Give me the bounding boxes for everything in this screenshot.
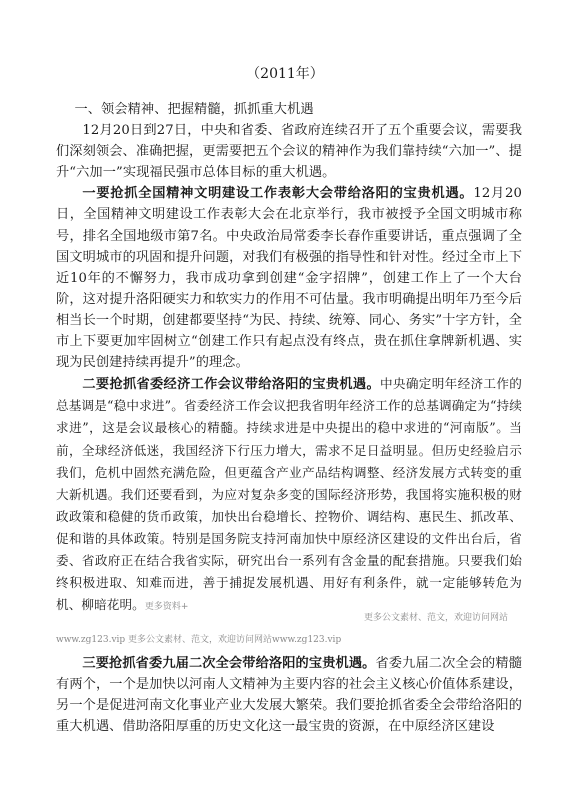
paragraph-1-body: 12月20日，全国精神文明建设工作表彰大会在北京举行，我市被授予全国文明城市称号，排名全国地级市第7名。中央政治局常委李长春作重要讲话，重点强调了全国文明城市的巩固和提升问题，对我们有极强的指导性和针对性。经过全市上下近10年的不懈努力，我市成功拿到创建“金字招牌”，创建工作上了一个大台阶，这对提升洛阳硬实力和软实力的作用不可估量。我市明确提出明年乃至今后相当长一个时期，创建都要坚持“为民、持续、统筹、同心、务实”十字方针，全市上下要更加牢固树立“创建工作只有起点没有终点，贵在抓住拿牌新机遇、实现为民创建持续再提升”的理念。 [56,186,522,371]
paragraph-3-lead: 三要抢抓省委九届二次全会带给洛阳的宝贵机遇。 [82,656,376,671]
intro-paragraph: 12月20日到27日，中央和省委、省政府连续召开了五个重要会议，需要我们深刻领会、准确把握，更需要把五个会议的精神作为我们靠持续“六加一”、提升“六加一”实现福民强市总体目标的重大机遇。 [56,123,522,181]
ad-right-link[interactable]: 更多公文素材、范文，欢迎访问网站 [364,613,509,623]
body-text-bottom [56,653,522,737]
paragraph-2 [56,373,522,618]
paragraph-3 [56,653,522,737]
ad-inline-link[interactable]: 更多资料+ [144,602,189,613]
paragraph-1 [56,183,522,373]
section-heading: 一、领会精神、把握精髓，抓抓重大机遇 [74,102,314,117]
ad-line-link[interactable]: www.zg123.vip 更多公文素材、范文，欢迎访问网站www.zg123.vip [56,635,342,645]
document-year: （2011年） [246,66,324,82]
paragraph-1-lead: 一要抢抓全国精神文明建设工作表彰大会带给洛阳的宝贵机遇。 [82,186,474,202]
paragraph-3-body: 省委九届二次全会的精髓有两个，一个是加快以河南人文精神为主要内容的社会主义核心价值体系建设，另一个是促进河南文化事业产业大发展大繁荣。我们要抢抓省委全会带给洛阳的重大机遇、借助洛阳厚重的历史文化这一最宝贵的资源，在中原经济区建设 [56,656,522,735]
body-text-top [56,99,522,618]
paragraph-2-body: 中央确定明年经济工作的总基调是“稳中求进”。省委经济工作会议把我省明年经济工作的总基调确定为“持续求进”，这是会议最核心的精髓。持续求进是中央提出的稳中求进的“河南版”。当前，全球经济低迷，我国经济下行压力增大，需求不足日益明显。但历史经验启示我们，危机中固然充满危险，但更蕴含产业产品结构调整、经济发展方式转变的重大新机遇。我们还要看到，为应对复杂多变的国际经济形势，我国将实施积极的财政政策和稳健的货币政策，加快出台稳增长、控物价、调结构、惠民生、抓改革、促和谐的具体政策。特别是国务院支持河南加快中原经济区建设的文件出台后，省委、省政府正在结合我省实际，研究出台一系列有含金量的配套措施。只要我们始终积极进取、知难而进，善于捕捉发展机遇、用好有利条件，就一定能够转危为机、柳暗花明。 [56,376,522,613]
paragraph-2-lead: 二要抢抓省委经济工作会议带给洛阳的宝贵机遇。 [82,377,380,393]
